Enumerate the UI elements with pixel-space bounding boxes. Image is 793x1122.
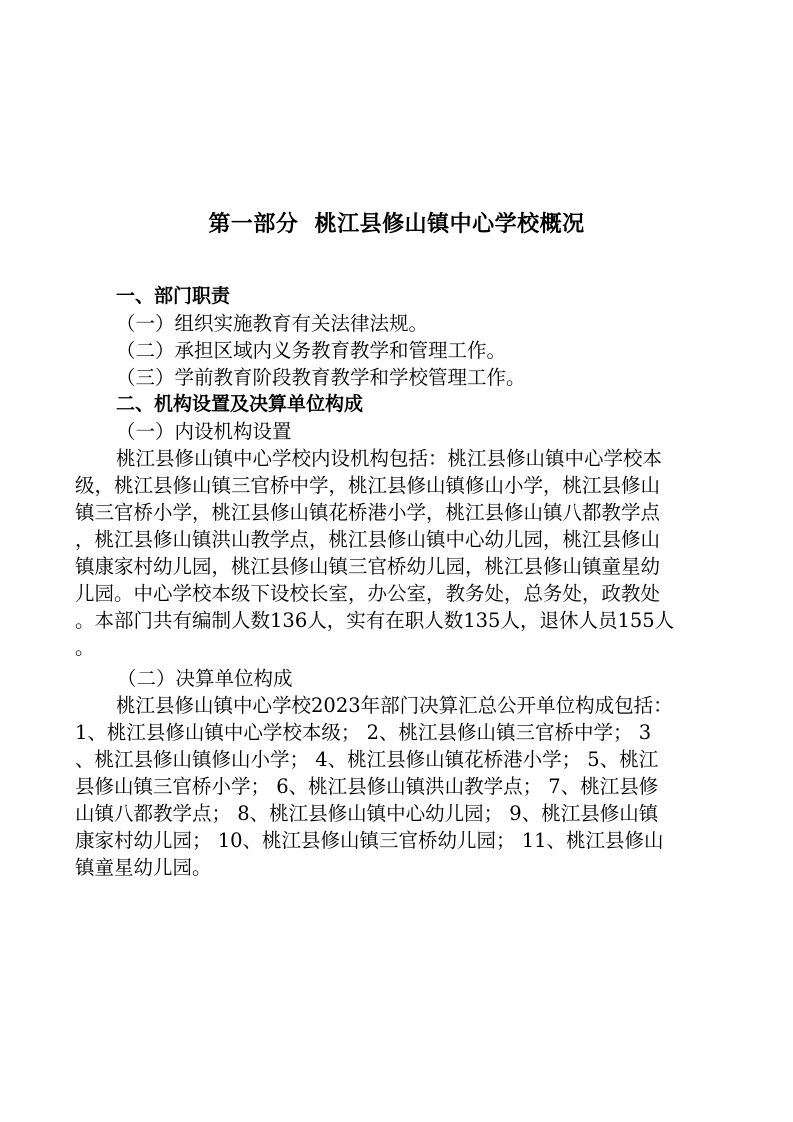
paragraph-line: 山镇八都教学点； 8、桃江县修山镇中心幼儿园； 9、桃江县修山镇 xyxy=(75,802,659,825)
paragraph-line: ，桃江县修山镇洪山教学点，桃江县修山镇中心幼儿园，桃江县修山 xyxy=(75,528,661,551)
paragraph-line: 儿园。中心学校本级下设校长室，办公室，教务处，总务处，政教处 xyxy=(75,582,661,605)
paragraph-line: 、桃江县修山镇修山小学； 4、桃江县修山镇花桥港小学； 5、桃江 xyxy=(75,748,659,771)
subsection-heading-internal: （一）内设机构设置 xyxy=(116,420,292,443)
paragraph-line: 镇三官桥小学，桃江县修山镇花桥港小学，桃江县修山镇八都教学点 xyxy=(75,501,661,524)
document-title: 第一部分 桃江县修山镇中心学校概况 xyxy=(208,212,585,237)
section-heading-duties: 一、部门职责 xyxy=(116,285,231,307)
paragraph-line: 县修山镇三官桥小学； 6、桃江县修山镇洪山教学点； 7、桃江县修 xyxy=(75,775,659,798)
document-body xyxy=(75,283,715,881)
subsection-heading-units: （二）决算单位构成 xyxy=(117,667,293,690)
duty-item: （三）学前教育阶段教育教学和学校管理工作。 xyxy=(116,366,526,389)
paragraph-line: 镇童星幼儿园。 xyxy=(75,856,212,879)
paragraph-line: 镇康家村幼儿园，桃江县修山镇三官桥幼儿园，桃江县修山镇童星幼 xyxy=(75,555,661,578)
paragraph-line: 桃江县修山镇中心学校内设机构包括：桃江县修山镇中心学校本 xyxy=(116,447,663,470)
paragraph-line: 。本部门共有编制人数136人，实有在职人数135人，退休人员155人 xyxy=(75,609,675,632)
paragraph-line: 级，桃江县修山镇三官桥中学，桃江县修山镇修山小学，桃江县修山 xyxy=(75,474,661,497)
paragraph-line: 1、桃江县修山镇中心学校本级； 2、桃江县修山镇三官桥中学； 3 xyxy=(75,721,652,744)
paragraph-line: 。 xyxy=(75,636,95,659)
duty-item: （二）承担区域内义务教育教学和管理工作。 xyxy=(116,339,507,362)
paragraph-line: 桃江县修山镇中心学校2023年部门决算汇总公开单位构成包括： xyxy=(116,694,673,717)
duty-item: （一）组织实施教育有关法律法规。 xyxy=(116,312,429,335)
section-heading-structure: 二、机构设置及决算单位构成 xyxy=(116,393,364,415)
paragraph-line: 康家村幼儿园； 10、桃江县修山镇三官桥幼儿园； 11、桃江县修山 xyxy=(75,829,664,852)
